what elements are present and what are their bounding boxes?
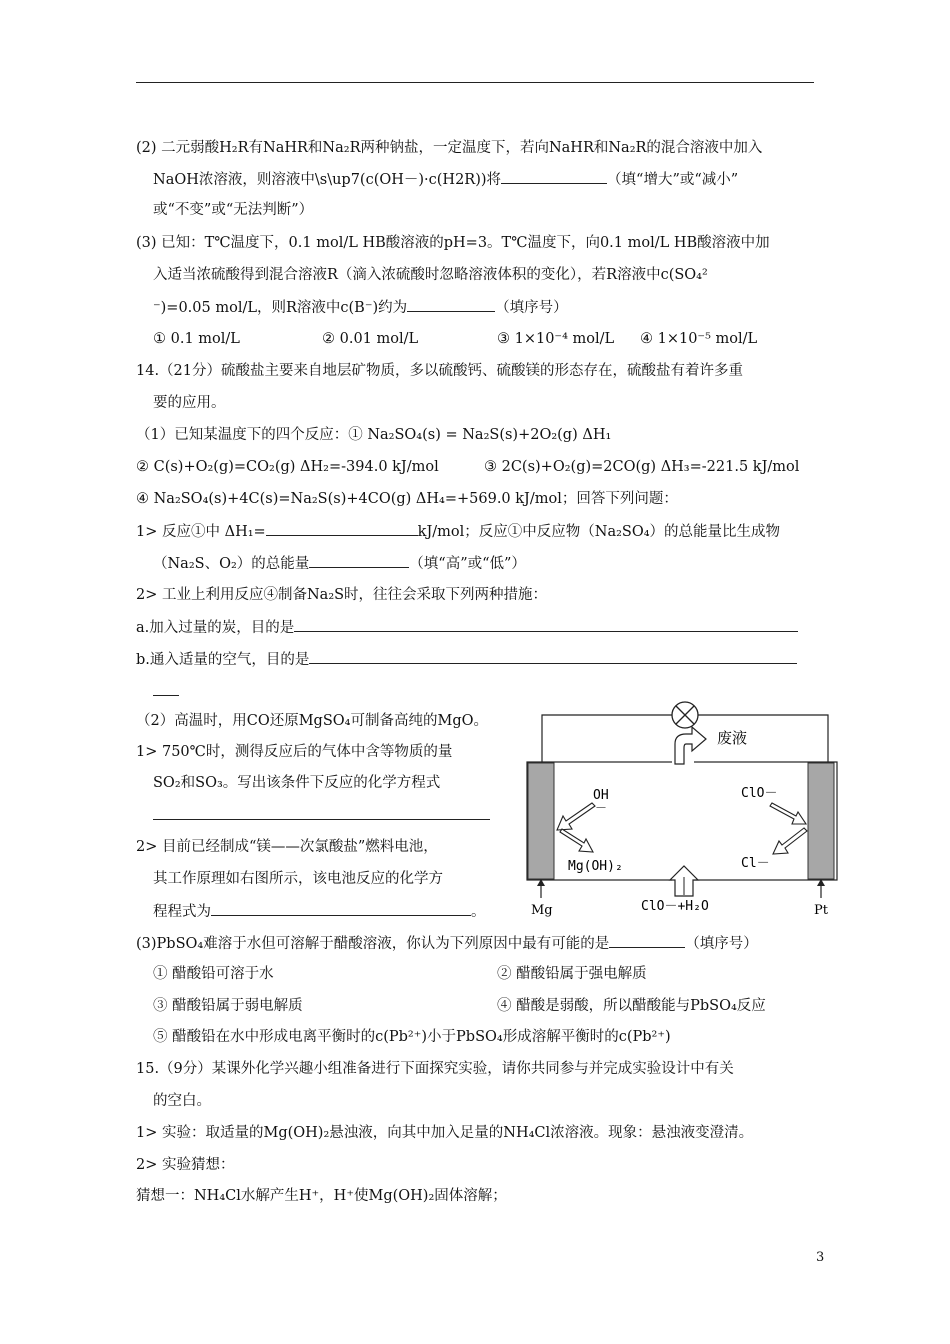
q14-1-sub1-line2: （Na₂S、O₂）的总能量 （填“高”或“低”） <box>153 553 526 574</box>
q14-2-sub1-answer-line <box>153 805 490 826</box>
q14-2-sub2-line1: 2> 目前已经制成“镁——次氯酸盐”燃料电池， <box>136 839 438 855</box>
oh-charge: － <box>595 801 608 815</box>
mg-label: Mg <box>531 903 553 918</box>
q14-2-stem: （2）高温时，用CO还原MgSO₄可制备高纯的MgO。 <box>136 713 488 729</box>
q14-3-option5: ⑤ 醋酸铅在水中形成电离平衡时的c(Pb²⁺)小于PbSO₄形成溶解平衡时的c(Pb²⁺) <box>153 1029 671 1045</box>
page-number: 3 <box>816 1250 825 1265</box>
fuel-cell-diagram <box>520 700 850 925</box>
q14-2-sub2-line2: 其工作原理如右图所示，该电池反应的化学方 <box>153 871 443 887</box>
q13-3-option2: ② 0.01 mol/L <box>322 331 419 347</box>
q14-stem-line2: 要的应用。 <box>153 395 226 411</box>
waste-label: 废液 <box>717 729 748 747</box>
q14-2-sub1-line1: 1> 750℃时，测得反应后的气体中含等物质的量 <box>136 744 453 760</box>
q15-stem-line2: 的空白。 <box>153 1093 211 1109</box>
q14-3-option3: ③ 醋酸铅属于弱电解质 <box>153 998 303 1014</box>
q14-1-sub2-b: b.通入适量的空气，目的是 <box>136 649 797 670</box>
q14-3-option2: ② 醋酸铅属于强电解质 <box>497 966 647 982</box>
q15-guess1: 猜想一：NH₄Cl水解产生H⁺，H⁺使Mg(OH)₂固体溶解； <box>136 1188 507 1204</box>
q14-3-option4: ④ 醋酸是弱酸，所以醋酸能与PbSO₄反应 <box>497 998 766 1014</box>
q13-2-line1: (2) 二元弱酸H₂R有NaHR和Na₂R两种钠盐，一定温度下，若向NaHR和Na₂R的混合溶液中加入 <box>136 140 763 156</box>
q15-stem-line1: 15.（9分）某课外化学兴趣小组准备进行下面探究实验，请你共同参与并完成实验设计中有关 <box>136 1061 734 1077</box>
q13-3-line2: 入适当浓硫酸得到混合溶液R（滴入浓硫酸时忽略溶液体积的变化），若R溶液中c(SO₄² <box>153 267 708 283</box>
q14-1-sub2-a: a.加入过量的炭，目的是 <box>136 617 798 638</box>
q14-2-sub1-line2: SO₂和SO₃。写出该条件下反应的化学方程式 <box>153 775 441 791</box>
q13-3-option1: ① 0.1 mol/L <box>153 331 240 347</box>
q14-1-sub2-b-cont <box>153 681 179 702</box>
q15-sub1: 1> 实验：取适量的Mg(OH)₂悬浊液，向其中加入足量的NH₄Cl浓溶液。现象：悬浊液变澄清。 <box>136 1125 754 1141</box>
q13-2-line2: NaOH浓溶液，则溶液中\s\up7(c(OH－)·c(H2R))将 （填“增大”或“减小” <box>153 169 738 190</box>
pt-label: Pt <box>814 903 828 918</box>
inlet-label: ClO－+H₂O <box>641 899 709 914</box>
q14-1-sub2: 2> 工业上利用反应④制备Na₂S时，往往会采取下列两种措施： <box>136 587 548 603</box>
q14-1-reaction2: ② C(s)+O₂(g)=CO₂(g) ΔH₂=-394.0 kJ/mol <box>136 459 439 475</box>
q14-3-stem: (3)PbSO₄难溶于水但可溶解于醋酸溶液，你认为下列原因中最有可能的是 （填序号） <box>136 933 758 954</box>
mg-electrode <box>528 763 554 879</box>
cl-label: Cl－ <box>741 856 770 871</box>
q13-3-option3: ③ 1×10⁻⁴ mol/L <box>497 331 615 347</box>
q13-3-option4: ④ 1×10⁻⁵ mol/L <box>640 331 758 347</box>
q14-1-reaction1: （1）已知某温度下的四个反应：① Na₂SO₄(s) = Na₂S(s)+2O₂(g) ΔH₁ <box>136 427 612 443</box>
q14-3-option1: ① 醋酸铅可溶于水 <box>153 966 274 982</box>
q15-sub2: 2> 实验猜想： <box>136 1157 235 1173</box>
oh-label: OH <box>593 788 609 803</box>
pt-electrode <box>808 763 834 879</box>
q13-2-line3: 或“不变”或“无法判断”） <box>153 202 314 218</box>
clo-right-label: ClO－ <box>741 786 778 801</box>
mgoh2-label: Mg(OH)₂ <box>568 859 623 874</box>
q14-1-reaction3: ③ 2C(s)+O₂(g)=2CO(g) ΔH₃=-221.5 kJ/mol <box>484 459 800 475</box>
q14-stem-line1: 14.（21分）硫酸盐主要来自地层矿物质，多以硫酸钙、硫酸镁的形态存在，硫酸盐有着许多重 <box>136 363 744 379</box>
q13-3-line1: (3) 已知：T℃温度下，0.1 mol/L HB酸溶液的pH=3。T℃温度下，向0.1 mol/L HB酸溶液中加 <box>136 235 770 251</box>
q14-2-sub2-line3: 程程式为 。 <box>153 901 486 922</box>
q14-1-sub1-line1: 1> 反应①中 ΔH₁= kJ/mol；反应①中反应物（Na₂SO₄）的总能量比生成物 <box>136 521 780 542</box>
q14-1-reaction4: ④ Na₂SO₄(s)+4C(s)=Na₂S(s)+4CO(g) ΔH₄=+569.0 kJ/mol；回答下列问题： <box>136 491 678 507</box>
q13-3-line3: ⁻)=0.05 mol/L，则R溶液中c(B⁻)约为 （填序号） <box>153 297 568 318</box>
header-rule <box>136 82 814 83</box>
